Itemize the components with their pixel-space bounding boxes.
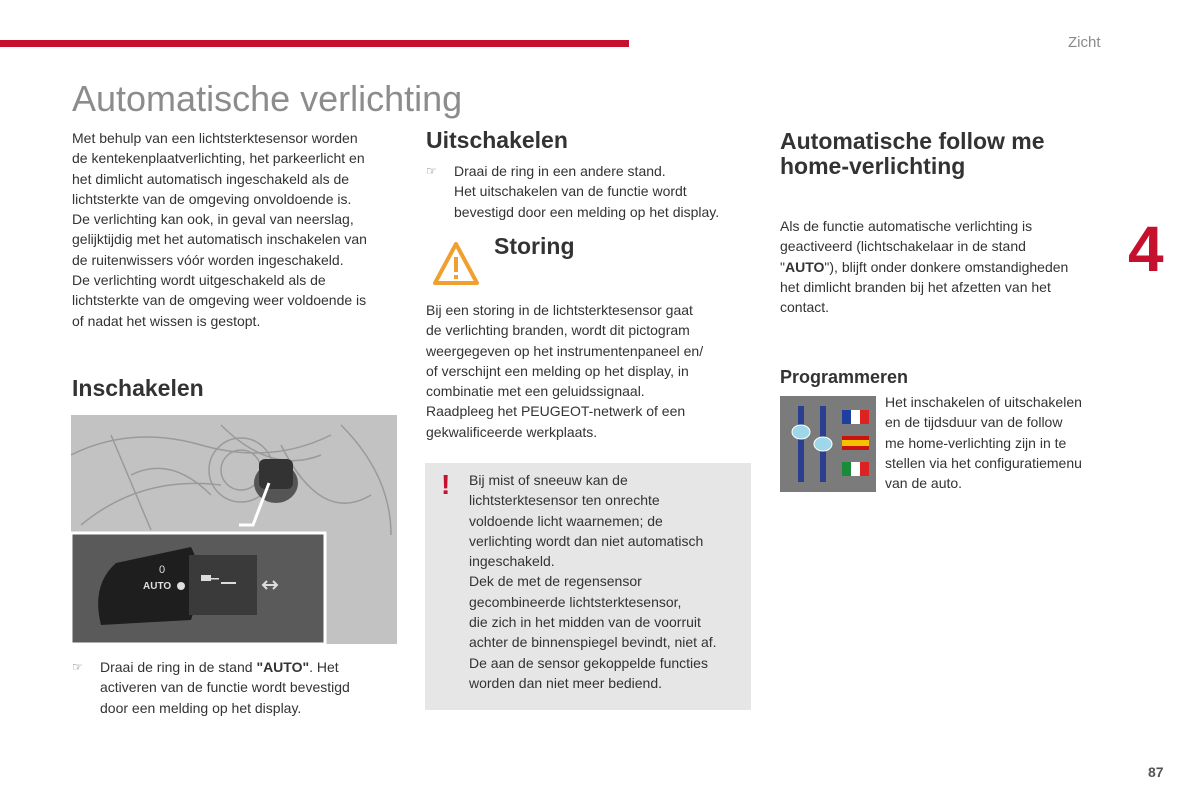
storing-line: Bij een storing in de lichtsterktesensor gaat bbox=[426, 302, 693, 318]
warning-line: achter de binnenspiegel bevindt, niet af. bbox=[469, 634, 717, 651]
intro-line: gelijktijdig met het automatisch inschakelen van bbox=[72, 231, 367, 248]
flag-fr-icon bbox=[842, 410, 869, 424]
follow-me-paragraph bbox=[780, 216, 1110, 317]
bullet-text: door een melding op het display. bbox=[100, 699, 302, 716]
intro-line: lichtsterkte van de omgeving weer voldoende is bbox=[72, 292, 367, 309]
programmeren-line: en de tijdsduur van de follow bbox=[885, 414, 1063, 431]
follow-me-heading bbox=[780, 129, 1100, 179]
follow-me-line: het dimlicht branden bij het afzetten van het bbox=[780, 278, 1051, 295]
auto-bold-text: "AUTO" bbox=[256, 659, 310, 675]
warning-box bbox=[425, 463, 751, 710]
bullet-text: bevestigd door een melding op het display. bbox=[454, 203, 720, 220]
warning-line: ingeschakeld. bbox=[469, 553, 555, 570]
svg-text:0: 0 bbox=[159, 564, 166, 576]
uitschakelen-bullet bbox=[426, 161, 756, 223]
intro-line: De verlichting kan ook, in geval van neerslag, bbox=[72, 211, 354, 228]
warning-line: worden dan niet meer bediend. bbox=[469, 674, 663, 691]
storing-line: gekwalificeerde werkplaats. bbox=[426, 423, 598, 440]
programmeren-line: Het inschakelen of uitschakelen bbox=[885, 394, 1082, 410]
intro-line: lichtsterkte van de omgeving onvoldoende is. bbox=[72, 190, 352, 207]
inschakelen-bullet bbox=[72, 657, 402, 719]
bullet-text: Draai de ring in een andere stand. bbox=[454, 163, 666, 179]
intro-line: de kentekenplaatverlichting, het parkeerlicht en bbox=[72, 150, 365, 167]
auto-bold-text: AUTO bbox=[784, 258, 825, 275]
storing-line: combinatie met een geluidssignaal. bbox=[426, 383, 645, 400]
intro-line: of nadat het wissen is gestopt. bbox=[72, 312, 261, 329]
programmeren-line: me home-verlichting zijn in te bbox=[885, 434, 1067, 451]
storing-line: Raadpleeg het PEUGEOT-netwerk of een bbox=[426, 403, 686, 420]
programmeren-line: van de auto. bbox=[885, 475, 963, 492]
follow-me-line bbox=[780, 257, 1110, 277]
warning-line: lichtsterktesensor ten onrechte bbox=[469, 492, 660, 509]
follow-me-heading-line: Automatische follow me bbox=[780, 128, 1045, 154]
programmeren-paragraph bbox=[885, 392, 1115, 493]
bullet-text: Het uitschakelen van de functie wordt bbox=[454, 183, 687, 200]
auto-label: AUTO bbox=[143, 581, 172, 592]
intro-line: de ruitenwissers vóór worden ingeschakeld. bbox=[72, 251, 344, 268]
intro-line: De verlichting wordt uitgeschakeld als de bbox=[72, 272, 326, 289]
warning-line: De aan de sensor gekoppelde functies bbox=[469, 654, 708, 671]
storing-line: de verlichting branden, wordt dit pictogram bbox=[426, 322, 690, 339]
follow-me-text: "), blijft onder donkere omstandigheden bbox=[824, 258, 1069, 275]
configuration-menu-icon bbox=[780, 396, 876, 492]
inschakelen-heading: Inschakelen bbox=[72, 375, 204, 401]
programmeren-heading: Programmeren bbox=[780, 367, 909, 387]
follow-me-line: Als de functie automatische verlichting is bbox=[780, 218, 1033, 234]
uitschakelen-heading: Uitschakelen bbox=[426, 127, 568, 153]
bullet-text: Draai de ring in de stand bbox=[100, 659, 257, 675]
intro-line: het dimlicht automatisch ingeschakeld als de bbox=[72, 170, 350, 187]
warning-line: gecombineerde lichtsterktesensor, bbox=[469, 593, 682, 610]
follow-me-heading-line: home-verlichting bbox=[780, 153, 966, 179]
bullet-icon: ☞ bbox=[72, 660, 83, 674]
header-accent-bar bbox=[0, 40, 629, 47]
follow-me-line: geactiveerd (lichtschakelaar in de stand bbox=[780, 238, 1026, 255]
follow-me-line: contact. bbox=[780, 299, 830, 316]
warning-line: Bij mist of sneeuw kan de bbox=[469, 472, 628, 488]
page-number: 87 bbox=[1148, 764, 1164, 780]
storing-line: of verschijnt een melding op het display, in bbox=[426, 362, 689, 379]
warning-line: verlichting wordt dan niet automatisch bbox=[469, 532, 704, 549]
intro-line: Met behulp van een lichtsterktesensor worden bbox=[72, 130, 358, 146]
bullet-text: . Het bbox=[309, 659, 339, 675]
warning-line: voldoende licht waarnemen; de bbox=[469, 512, 663, 529]
flag-it-icon bbox=[842, 462, 869, 476]
programmeren-line: stellen via het configuratiemenu bbox=[885, 454, 1082, 471]
warning-line: die zich in het midden van de voorruit bbox=[469, 614, 701, 631]
bullet-icon: ☞ bbox=[426, 164, 437, 178]
quote-text: " bbox=[780, 258, 785, 275]
flag-es-icon bbox=[842, 436, 869, 450]
warning-line: Dek de met de regensensor bbox=[469, 573, 642, 590]
storing-heading: Storing bbox=[494, 233, 575, 259]
intro-paragraph bbox=[72, 128, 402, 331]
page-title: Automatische verlichting bbox=[72, 78, 463, 119]
storing-paragraph bbox=[426, 300, 756, 442]
light-switch-illustration bbox=[71, 415, 397, 644]
warning-triangle-icon bbox=[432, 240, 480, 288]
chapter-number: 4 bbox=[1128, 213, 1164, 285]
section-name: Zicht bbox=[1068, 34, 1101, 51]
exclamation-icon: ! bbox=[441, 469, 451, 500]
bullet-text: activeren van de functie wordt bevestigd bbox=[100, 679, 350, 696]
storing-line: weergegeven op het instrumentenpaneel en/ bbox=[426, 342, 704, 359]
